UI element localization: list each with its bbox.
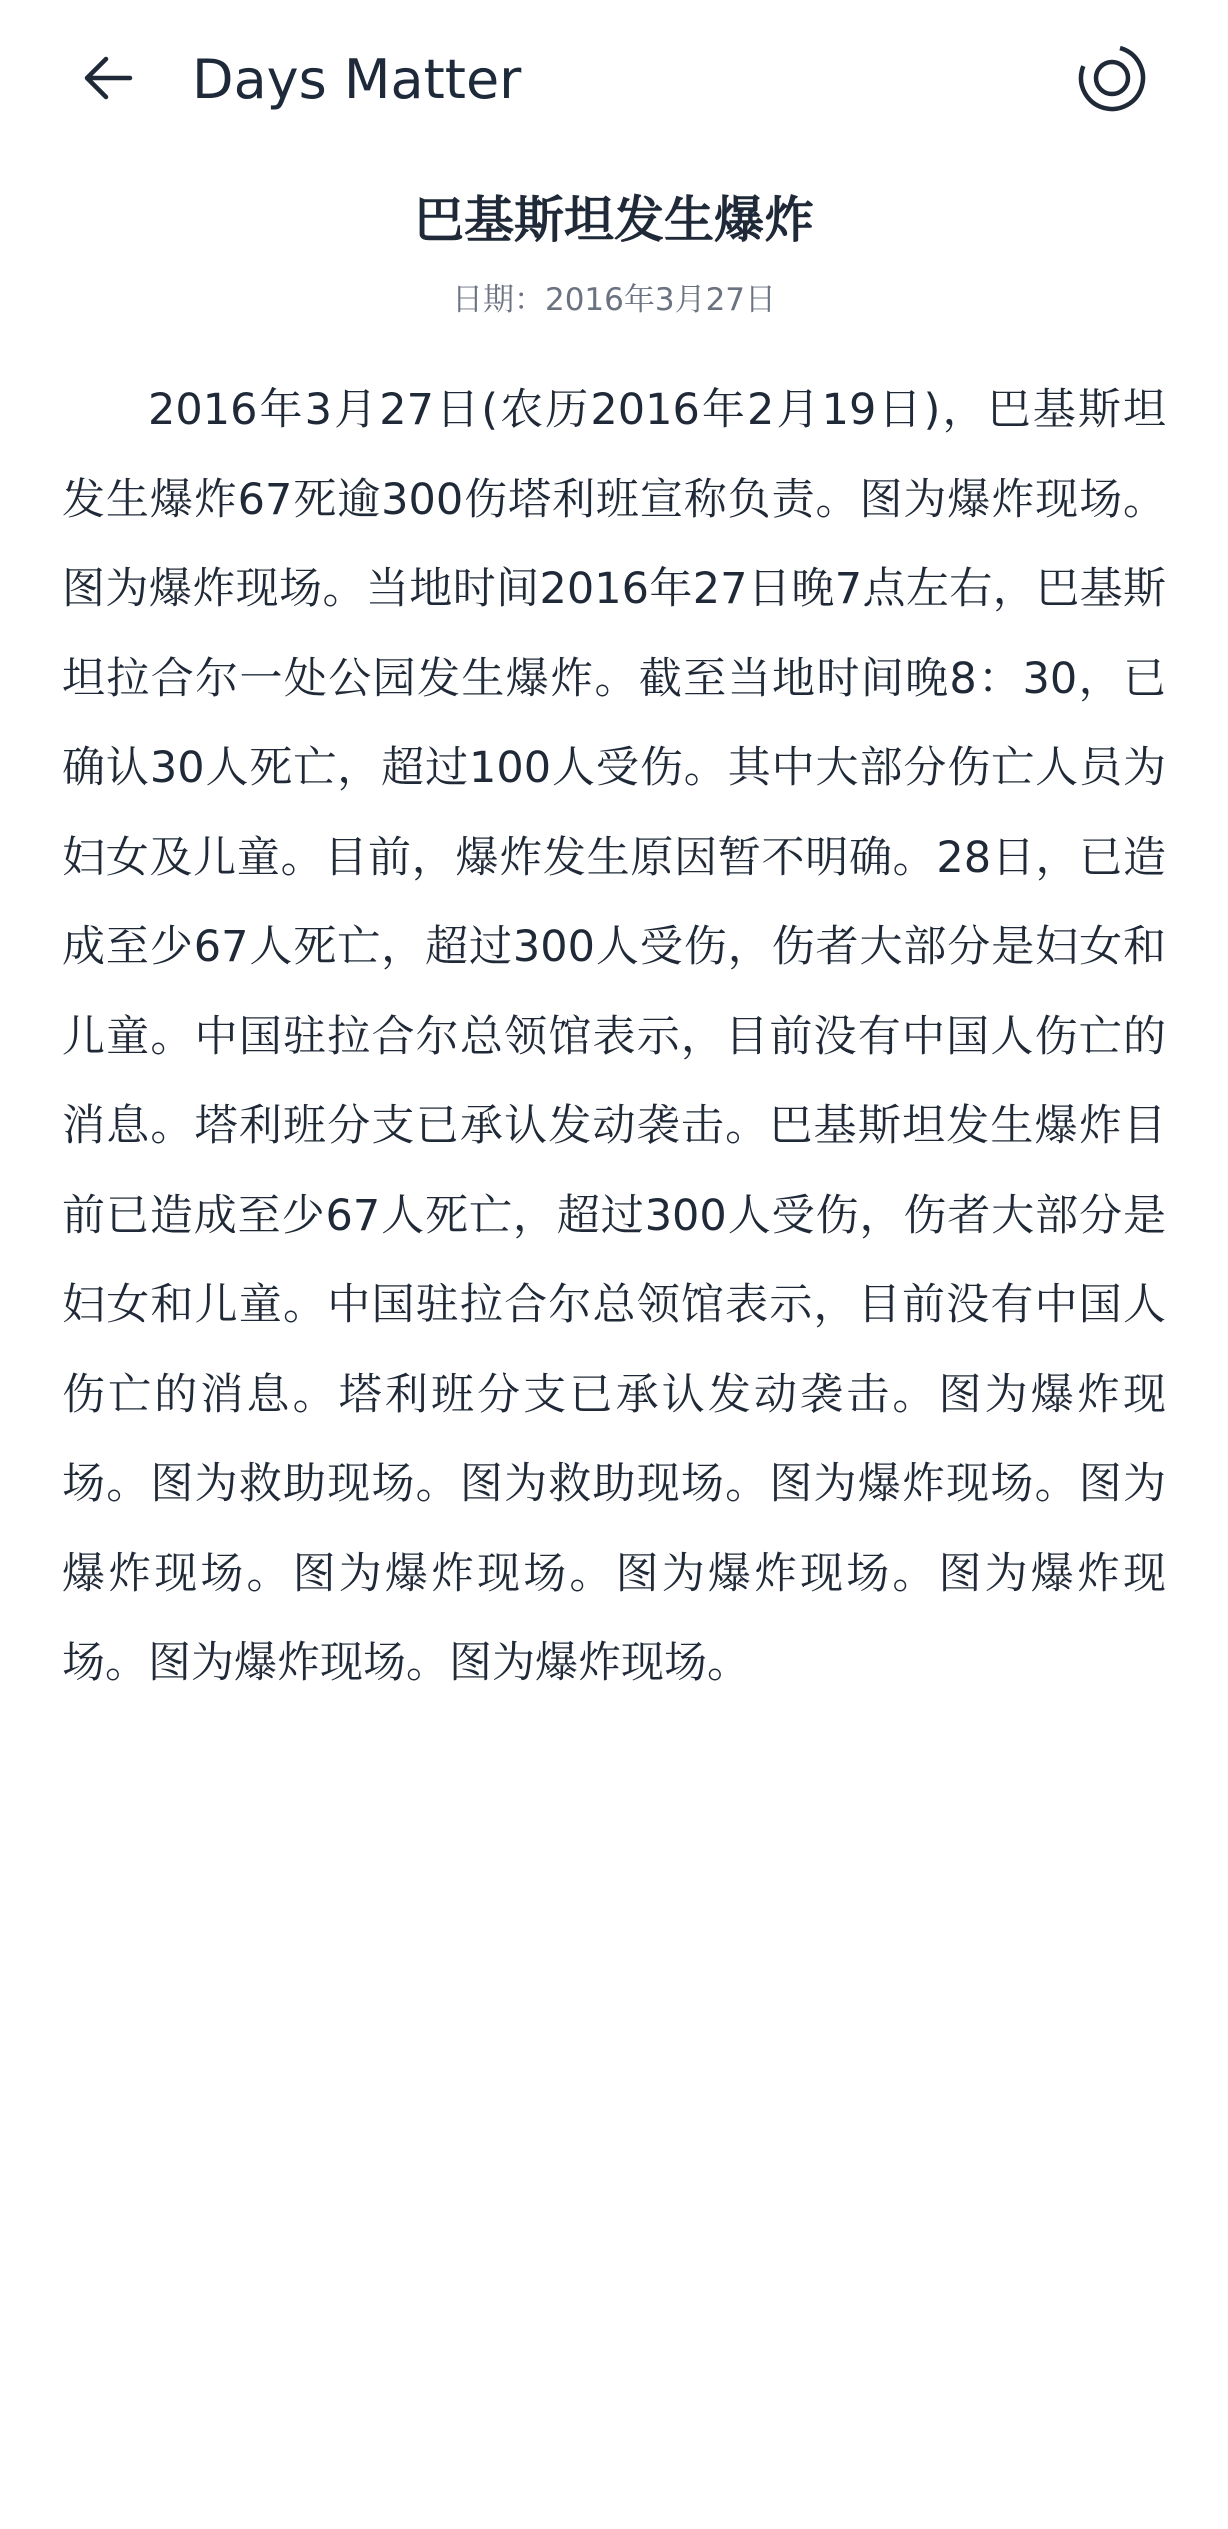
app-bar: [0, 0, 1228, 160]
article-body: 2016年3月27日(农历2016年2月19日)，巴基斯坦发生爆炸67死逾300伤塔利班宣称负责。图为爆炸现场。图为爆炸现场。当地时间2016年27日晚7点左右，巴基斯坦拉合尔一处公园发生爆炸。截至当地时间晚8：30，已确认30人死亡，超过100人受伤。其中大部分伤亡人员为妇女及儿童。目前，爆炸发生原因暂不明确。28日，已造成至少67人死亡，超过300人受伤，伤者大部分是妇女和儿童。中国驻拉合尔总领馆表示，目前没有中国人伤亡的消息。塔利班分支已承认发动袭击。巴基斯坦发生爆炸目前已造成至少67人死亡，超过300人受伤，伤者大部分是妇女和儿童。中国驻拉合尔总领馆表示，目前没有中国人伤亡的消息。塔利班分支已承认发动袭击。图为爆炸现场。图为救助现场。图为救助现场。图为爆炸现场。图为爆炸现场。图为爆炸现场。图为爆炸现场。图为爆炸现场。图为爆炸现场。图为爆炸现场。: [62, 385, 1166, 1688]
share-button[interactable]: [1066, 34, 1158, 126]
article-title: 巴基斯坦发生爆炸: [414, 191, 814, 249]
share-icon: [1075, 41, 1149, 119]
article-date: 日期：2016年3月27日: [451, 282, 777, 318]
arrow-left-icon: [76, 46, 140, 114]
app-title: Days Matter: [192, 48, 522, 111]
back-button[interactable]: [62, 34, 154, 126]
